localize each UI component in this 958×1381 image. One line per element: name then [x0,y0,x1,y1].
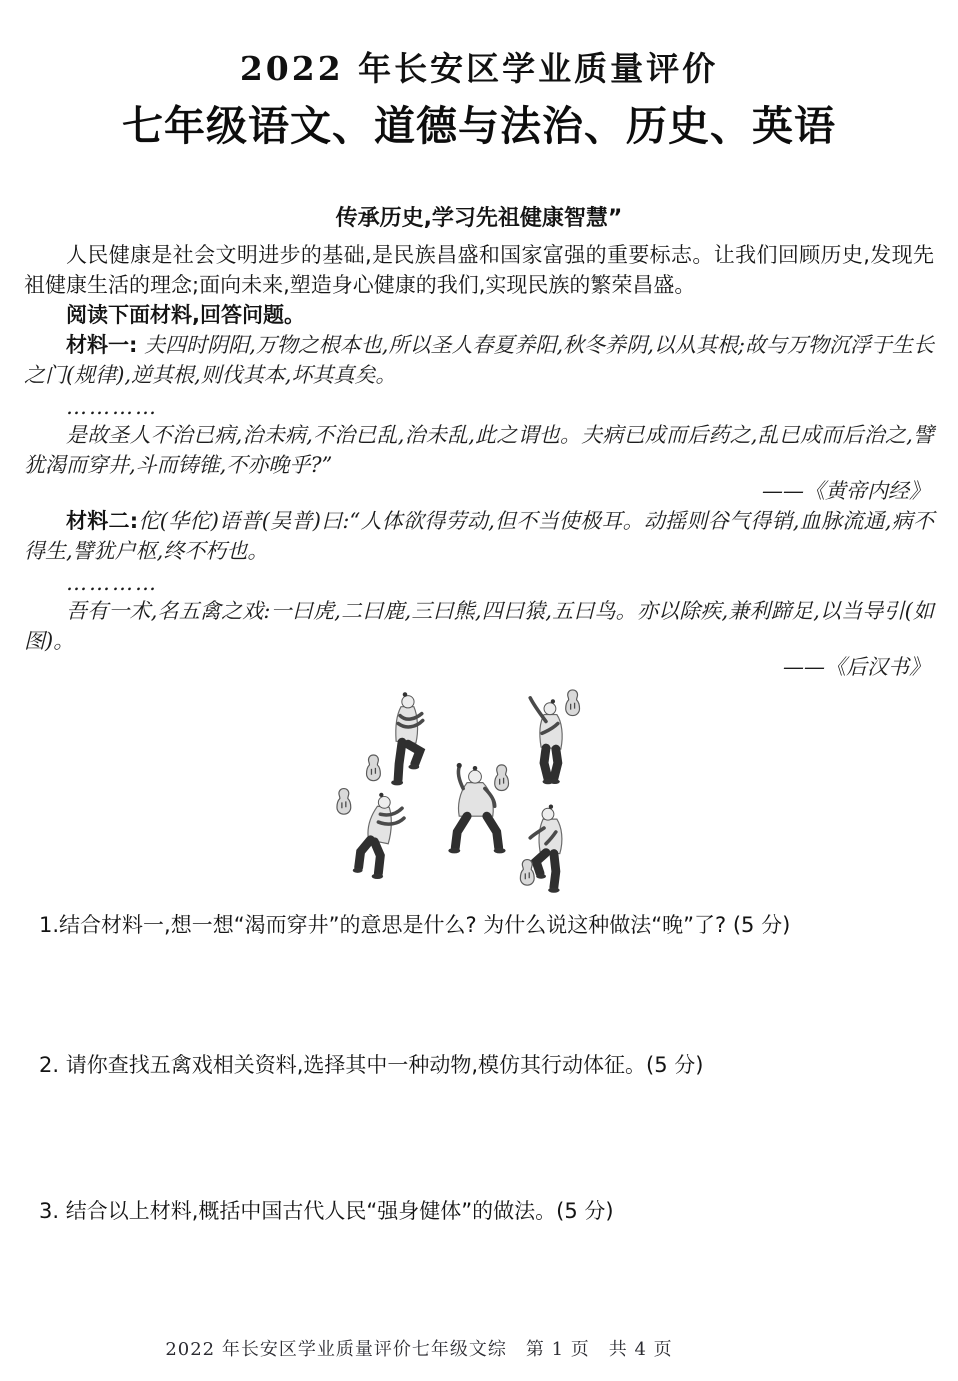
material2-label: 材料二: [66,509,139,533]
material1-label: 材料一: [66,333,138,357]
section-heading: 传承历史,学习先祖健康智慧” [335,206,623,231]
material2-ellipsis: ………… [66,571,158,595]
page-subtitle: 七年级语文、道德与法治、历史、英语 [122,102,836,150]
seal-gourd-icon [337,789,351,815]
material1-ellipsis: ………… [66,395,158,419]
material2-text: 佗(华佗)语普(吴普)曰:“人体欲得劳动,但不当使极耳。动摇则谷气得销,血脉流通,病不得生,譬犹户枢,终不朽也。 [24,509,934,563]
seal-gourd-icon [566,690,580,716]
material2-source: ——《后汉书》 [783,655,930,679]
page-title: 2022 年长安区学业质量评价 [239,49,719,88]
material1-source: ——《黄帝内经》 [762,479,930,503]
intro-paragraph: 人民健康是社会文明进步的基础,是民族昌盛和国家富强的重要标志。让我们回顾历史,发现先祖健康生活的理念;面向未来,塑造身心健康的我们,实现民族的繁荣昌盛。 [24,243,934,297]
material2-text2: 吾有一术,名五禽之戏:一曰虎,二曰鹿,三曰熊,四曰猿,五曰鸟。亦以除疾,兼利蹄足,以当导引(如图)。 [24,599,934,653]
question-1: 1.结合材料一,想一想“渴而穿井”的意思是什么? 为什么说这种做法“晚”了? (5 分) [39,913,791,937]
page-footer: 2022 年长安区学业质量评价七年级文综 第 1 页 共 4 页 [165,1339,673,1360]
material1-text: 夫四时阴阳,万物之根本也,所以圣人春夏养阳,秋冬养阴,以从其根;故与万物沉浮于生长之门(规律),逆其根,则伐其本,坏其真矣。 [24,333,934,387]
exercise-figure-5 [530,805,562,893]
exercise-figure-1 [391,692,423,785]
five-animal-frolics-svg [335,686,615,898]
instruction-line: 阅读下面材料,回答问题。 [66,303,305,327]
material1-text2: 是故圣人不治已病,治未病,不治已乱,治未乱,此之谓也。夫病已成而后药之,乱已成而后治之,譬犹渴而穿井,斗而铸锥,不亦晚乎?” [24,423,934,477]
question-2: 2. 请你查找五禽戏相关资料,选择其中一种动物,模仿其行动体征。(5 分) [39,1053,704,1077]
exercise-figure-2 [530,698,562,784]
seal-gourd-icon [367,755,381,781]
question-3: 3. 结合以上材料,概括中国古代人民“强身健体”的做法。(5 分) [39,1199,614,1223]
material2-paragraph [24,506,934,566]
exercise-figure-4 [353,793,404,879]
seal-gourd-icon [520,860,534,886]
seal-gourd-icon [495,765,509,791]
material1-paragraph [24,330,934,390]
five-animal-frolics-illustration [335,686,615,898]
